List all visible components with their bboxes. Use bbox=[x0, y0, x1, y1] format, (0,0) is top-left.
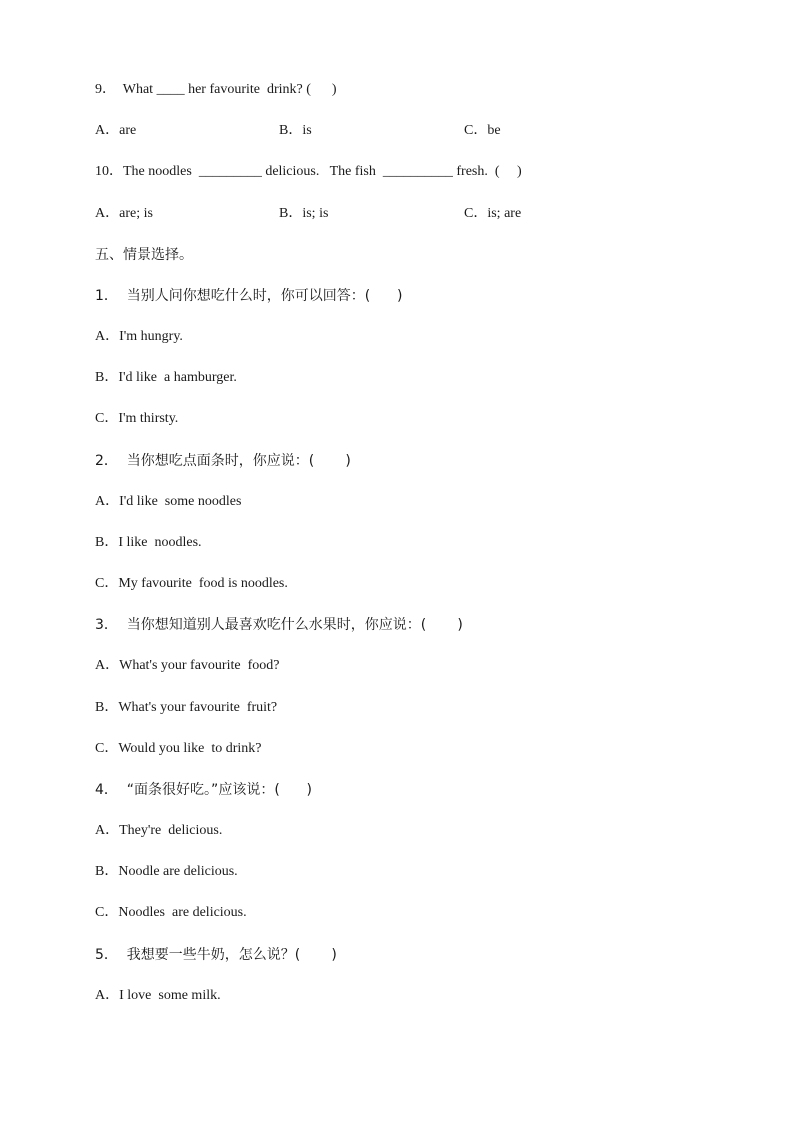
s5-question-3-stem: 3． 当你想知道别人最喜欢吃什么水果时，你应说：( ) bbox=[95, 617, 463, 633]
question-9-stem: 9． What ____ her favourite drink? ( ) bbox=[95, 82, 337, 97]
s5-q1-option-c[interactable]: C．I'm thirsty. bbox=[95, 411, 179, 426]
option-c[interactable]: C．be bbox=[464, 123, 501, 138]
option-b[interactable]: B．is; is bbox=[279, 206, 329, 221]
s5-q2-option-c[interactable]: C．My favourite food is noodles. bbox=[95, 576, 288, 591]
s5-q2-option-a[interactable]: A．I'd like some noodles bbox=[95, 494, 242, 509]
section-5-title: 五、情景选择。 bbox=[95, 247, 193, 263]
s5-q4-option-b[interactable]: B．Noodle are delicious. bbox=[95, 864, 238, 879]
option-a[interactable]: A．are; is bbox=[95, 206, 153, 221]
s5-q3-option-b[interactable]: B．What's your favourite fruit? bbox=[95, 700, 278, 715]
s5-q2-option-b[interactable]: B．I like noodles. bbox=[95, 535, 202, 550]
option-c[interactable]: C．is; are bbox=[464, 206, 522, 221]
s5-q1-option-b[interactable]: B．I'd like a hamburger. bbox=[95, 370, 237, 385]
s5-question-2-stem: 2． 当你想吃点面条时，你应说：( ) bbox=[95, 453, 351, 469]
s5-q3-option-a[interactable]: A．What's your favourite food? bbox=[95, 658, 280, 673]
s5-question-4-stem: 4． “面条很好吃。”应该说：( ) bbox=[95, 782, 312, 798]
question-10-options bbox=[95, 205, 735, 223]
s5-q4-option-a[interactable]: A．They're delicious. bbox=[95, 823, 223, 838]
s5-q5-option-a[interactable]: A．I love some milk. bbox=[95, 988, 221, 1003]
s5-q4-option-c[interactable]: C．Noodles are delicious. bbox=[95, 905, 247, 920]
question-9-options bbox=[95, 122, 735, 140]
question-10-stem: 10．The noodles _________ delicious. The fish __________ fresh. ( ) bbox=[95, 164, 522, 179]
s5-q1-option-a[interactable]: A．I'm hungry. bbox=[95, 329, 183, 344]
s5-question-5-stem: 5． 我想要一些牛奶，怎么说？( ) bbox=[95, 947, 337, 963]
option-b[interactable]: B．is bbox=[279, 123, 312, 138]
s5-q3-option-c[interactable]: C．Would you like to drink? bbox=[95, 741, 262, 756]
s5-question-1-stem: 1． 当别人问你想吃什么时，你可以回答：( ) bbox=[95, 288, 403, 304]
option-a[interactable]: A．are bbox=[95, 123, 137, 138]
